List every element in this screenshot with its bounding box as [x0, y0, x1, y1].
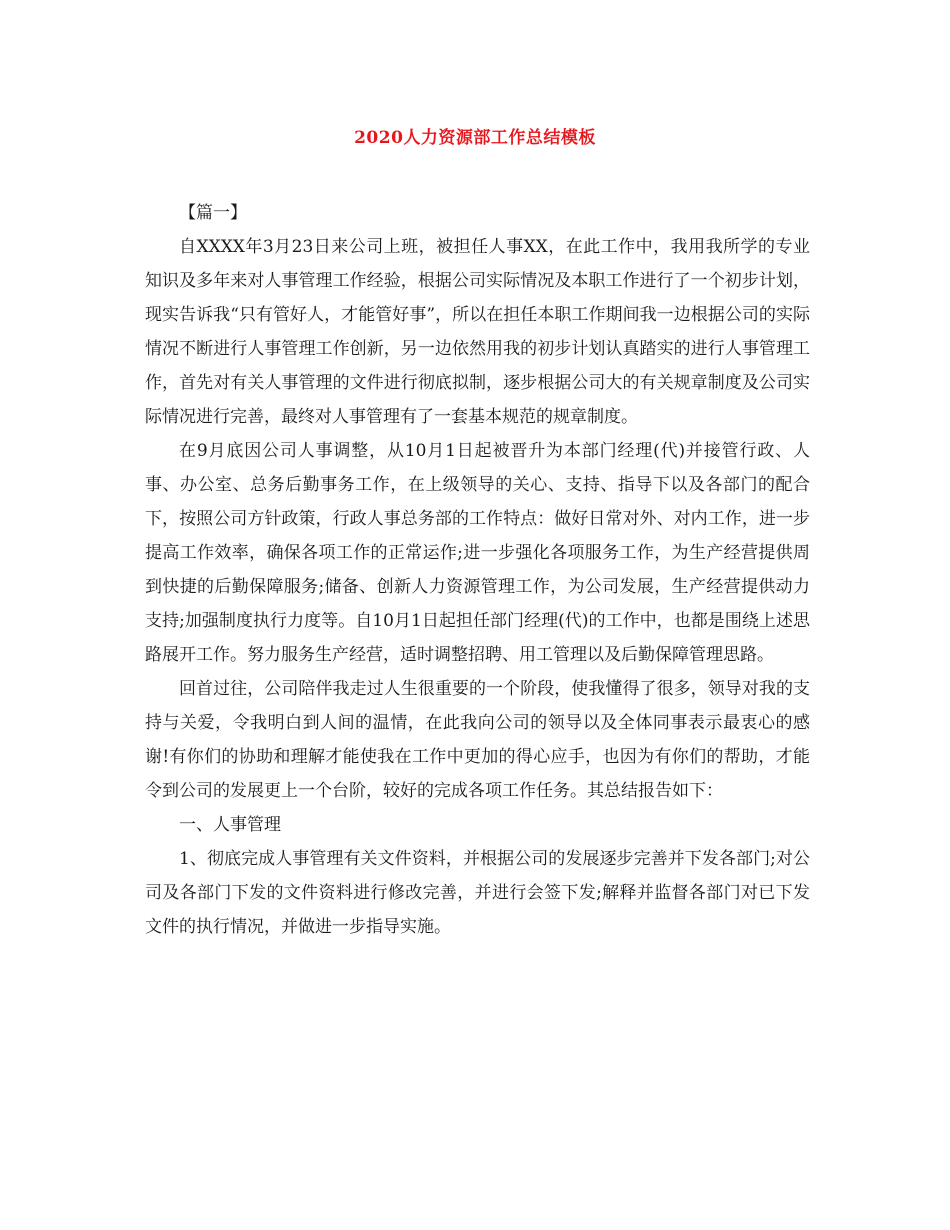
paragraph-1: 自XXXX年3月23日来公司上班，被担任人事XX，在此工作中，我用我所学的专业知识及多年来对人事管理工作经验，根据公司实际情况及本职工作进行了一个初步计划，现实告诉我“只有管好人，才能管好事”，所以在担任本职工作期间我一边根据公司的实际情况不断进行人事管理工作创新，另一边依然用我的初步计划认真踏实的进行人事管理工作，首先对有关人事管理的文件进行彻底拟制，逐步根据公司大的有关规章制度及公司实际情况进行完善，最终对人事管理有了一套基本规范的规章制度。: [145, 237, 810, 427]
section-label: 【篇一】: [179, 203, 247, 223]
paragraph-2: 在9月底因公司人事调整，从10月1日起被晋升为本部门经理(代)并接管行政、人事、办公室、总务后勤事务工作，在上级领导的关心、支持、指导下以及各部门的配合下，按照公司方针政策，行政人事总务部的工作特点：做好日常对外、对内工作，进一步提高工作效率，确保各项工作的正常运作;进一步强化各项服务工作，为生产经营提供周到快捷的后勤保障服务;储备、创新人力资源管理工作，为公司发展，生产经营提供动力支持;加强制度执行力度等。自10月1日起担任部门经理(代)的工作中，也都是围绕上述思路展开工作。努力服务生产经营，适时调整招聘、用工管理以及后勤保障管理思路。: [145, 441, 810, 665]
list-item-1: 1、彻底完成人事管理有关文件资料，并根据公司的发展逐步完善并下发各部门;对公司及各部门下发的文件资料进行修改完善，并进行会签下发;解释并监督各部门对已下发文件的执行情况，并做进一步指导实施。: [145, 849, 810, 937]
subheading-personnel-management: 一、人事管理: [179, 815, 281, 835]
document-body: [145, 196, 810, 944]
paragraph-3: 回首过往，公司陪伴我走过人生很重要的一个阶段，使我懂得了很多，领导对我的支持与关爱，令我明白到人间的温情，在此我向公司的领导以及全体同事表示最衷心的感谢!有你们的协助和理解才能使我在工作中更加的得心应手，也因为有你们的帮助，才能令到公司的发展更上一个台阶，较好的完成各项工作任务。其总结报告如下：: [145, 679, 810, 801]
document-title: 2020人力资源部工作总结模板: [354, 128, 596, 148]
